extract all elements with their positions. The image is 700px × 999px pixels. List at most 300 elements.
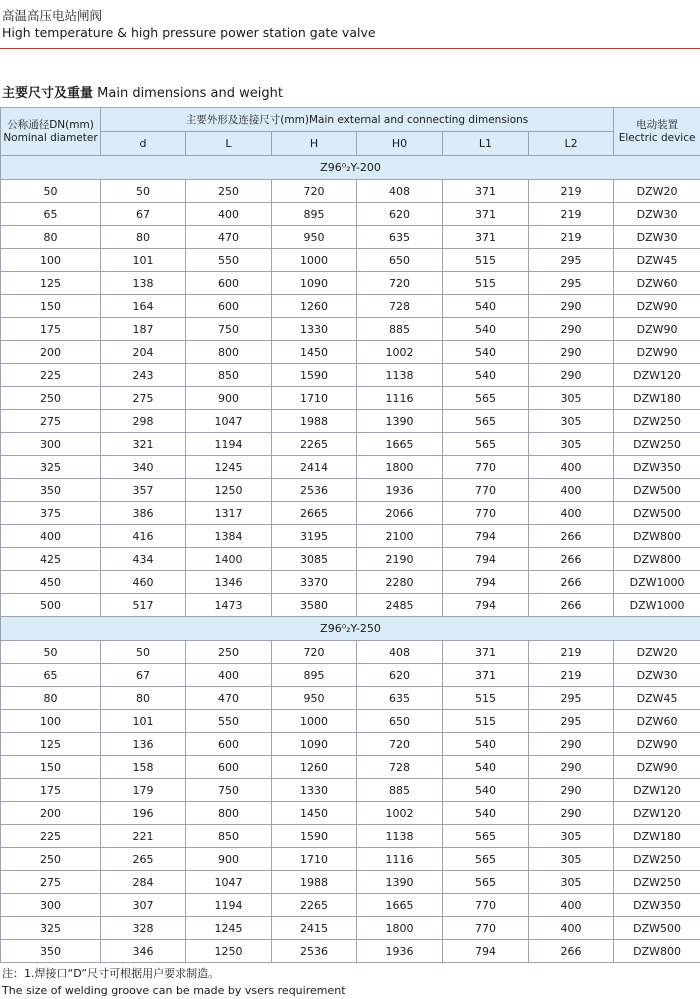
l1-cell: 515 [443, 710, 529, 733]
nominal-diameter-cell: 350 [1, 940, 101, 963]
l-cell: 1473 [186, 594, 272, 617]
nominal-diameter-cell: 375 [1, 502, 101, 525]
electric-device-cell: DZW350 [614, 894, 700, 917]
nominal-diameter-cell: 200 [1, 341, 101, 364]
h0-cell: 1665 [357, 894, 443, 917]
main-dimensions-header: 主要外形及连接尺寸(mm)Main external and connecting dimensions [101, 108, 614, 132]
table-row [1, 594, 700, 617]
electric-device-cell: DZW250 [614, 871, 700, 894]
l2-cell: 219 [529, 226, 614, 249]
h-cell: 720 [272, 641, 357, 664]
table-row [1, 664, 700, 687]
nominal-diameter-cell: 250 [1, 848, 101, 871]
l1-cell: 515 [443, 687, 529, 710]
table-row [1, 272, 700, 295]
l2-cell: 266 [529, 571, 614, 594]
h-cell: 1330 [272, 318, 357, 341]
column-header-d: d [101, 132, 186, 156]
h0-cell: 2190 [357, 548, 443, 571]
h0-cell: 1665 [357, 433, 443, 456]
h-cell: 895 [272, 203, 357, 226]
l1-cell: 565 [443, 825, 529, 848]
l-cell: 600 [186, 733, 272, 756]
electric-device-cell: DZW90 [614, 341, 700, 364]
l1-cell: 565 [443, 871, 529, 894]
h0-cell: 1936 [357, 479, 443, 502]
d-cell: 50 [101, 641, 186, 664]
nominal-diameter-cell: 80 [1, 687, 101, 710]
l1-cell: 770 [443, 917, 529, 940]
nominal-diameter-cell: 125 [1, 272, 101, 295]
l2-cell: 290 [529, 364, 614, 387]
table-row [1, 917, 700, 940]
table-row [1, 756, 700, 779]
electric-device-cell: DZW60 [614, 710, 700, 733]
d-cell: 386 [101, 502, 186, 525]
l1-cell: 515 [443, 249, 529, 272]
h0-cell: 650 [357, 249, 443, 272]
h-cell: 1090 [272, 733, 357, 756]
table-row [1, 710, 700, 733]
h-cell: 3195 [272, 525, 357, 548]
column-header-l2: L2 [529, 132, 614, 156]
table-row [1, 687, 700, 710]
electric-device-cell: DZW20 [614, 180, 700, 203]
h-cell: 3580 [272, 594, 357, 617]
electric-device-cell: DZW800 [614, 525, 700, 548]
h0-cell: 1002 [357, 802, 443, 825]
h-cell: 2665 [272, 502, 357, 525]
electric-device-cell: DZW500 [614, 502, 700, 525]
d-cell: 298 [101, 410, 186, 433]
l-cell: 400 [186, 203, 272, 226]
electric-device-header [614, 108, 700, 156]
l2-cell: 219 [529, 664, 614, 687]
d-cell: 50 [101, 180, 186, 203]
note-cn: 注：1.焊接口“D”尺寸可根据用户要求制造。 [2, 965, 346, 982]
l1-cell: 371 [443, 664, 529, 687]
h0-cell: 620 [357, 664, 443, 687]
h0-cell: 1138 [357, 364, 443, 387]
electric-device-cell: DZW250 [614, 433, 700, 456]
nominal-diameter-cell: 500 [1, 594, 101, 617]
h0-cell: 408 [357, 641, 443, 664]
l-cell: 1194 [186, 894, 272, 917]
table-row [1, 548, 700, 571]
l2-cell: 305 [529, 871, 614, 894]
d-cell: 221 [101, 825, 186, 848]
d-cell: 275 [101, 387, 186, 410]
table-row [1, 848, 700, 871]
h-cell: 1988 [272, 871, 357, 894]
l-cell: 800 [186, 341, 272, 364]
nominal-diameter-cell: 300 [1, 433, 101, 456]
table-row [1, 180, 700, 203]
l-cell: 1245 [186, 917, 272, 940]
nominal-diameter-cell: 80 [1, 226, 101, 249]
h0-cell: 885 [357, 318, 443, 341]
table-row [1, 410, 700, 433]
nominal-diameter-cell: 125 [1, 733, 101, 756]
l2-cell: 305 [529, 433, 614, 456]
table-row [1, 779, 700, 802]
nominal-diameter-cell: 400 [1, 525, 101, 548]
nominal-diameter-cell: 175 [1, 318, 101, 341]
h0-cell: 728 [357, 295, 443, 318]
nominal-diameter-cell: 100 [1, 710, 101, 733]
electric-device-cell: DZW250 [614, 410, 700, 433]
nominal-diameter-cell: 225 [1, 364, 101, 387]
l1-cell: 540 [443, 756, 529, 779]
h-cell: 1450 [272, 802, 357, 825]
l-cell: 600 [186, 756, 272, 779]
d-cell: 101 [101, 710, 186, 733]
electric-device-cell: DZW20 [614, 641, 700, 664]
nominal-diameter-cell: 225 [1, 825, 101, 848]
table-row [1, 479, 700, 502]
h0-cell: 1138 [357, 825, 443, 848]
electric-device-cell: DZW800 [614, 548, 700, 571]
l2-cell: 266 [529, 548, 614, 571]
table-row [1, 203, 700, 226]
electric-device-header-en: Electric device [614, 132, 700, 145]
h0-cell: 1116 [357, 848, 443, 871]
table-row [1, 456, 700, 479]
d-cell: 164 [101, 295, 186, 318]
l1-cell: 770 [443, 456, 529, 479]
nominal-diameter-cell: 250 [1, 387, 101, 410]
l-cell: 600 [186, 272, 272, 295]
electric-device-cell: DZW45 [614, 687, 700, 710]
h-cell: 1000 [272, 249, 357, 272]
h-cell: 2415 [272, 917, 357, 940]
table-row [1, 641, 700, 664]
l1-cell: 540 [443, 802, 529, 825]
d-cell: 101 [101, 249, 186, 272]
l2-cell: 219 [529, 203, 614, 226]
h-cell: 1988 [272, 410, 357, 433]
column-header-l1: L1 [443, 132, 529, 156]
l-cell: 250 [186, 641, 272, 664]
l1-cell: 371 [443, 641, 529, 664]
dimensions-table-body [1, 156, 700, 963]
l2-cell: 400 [529, 502, 614, 525]
electric-device-cell: DZW1000 [614, 594, 700, 617]
notes [2, 965, 346, 999]
nominal-diameter-cell: 275 [1, 410, 101, 433]
nominal-diameter-cell: 65 [1, 664, 101, 687]
l-cell: 750 [186, 318, 272, 341]
h-cell: 1260 [272, 295, 357, 318]
electric-device-cell: DZW30 [614, 226, 700, 249]
l-cell: 900 [186, 387, 272, 410]
d-cell: 416 [101, 525, 186, 548]
h-cell: 950 [272, 226, 357, 249]
l-cell: 1384 [186, 525, 272, 548]
l-cell: 470 [186, 687, 272, 710]
l2-cell: 400 [529, 917, 614, 940]
l-cell: 400 [186, 664, 272, 687]
h0-cell: 1116 [357, 387, 443, 410]
l1-cell: 794 [443, 940, 529, 963]
l1-cell: 794 [443, 571, 529, 594]
h-cell: 1590 [272, 825, 357, 848]
l2-cell: 266 [529, 940, 614, 963]
d-cell: 307 [101, 894, 186, 917]
l1-cell: 565 [443, 410, 529, 433]
electric-device-header-cn: 电动装置 [614, 119, 700, 132]
h0-cell: 408 [357, 180, 443, 203]
nominal-diameter-cell: 425 [1, 548, 101, 571]
electric-device-cell: DZW180 [614, 825, 700, 848]
d-cell: 204 [101, 341, 186, 364]
column-header-l: L [186, 132, 272, 156]
d-cell: 357 [101, 479, 186, 502]
nominal-diameter-cell: 50 [1, 180, 101, 203]
l1-cell: 540 [443, 341, 529, 364]
l2-cell: 219 [529, 180, 614, 203]
l2-cell: 400 [529, 456, 614, 479]
d-cell: 284 [101, 871, 186, 894]
nominal-diameter-cell: 300 [1, 894, 101, 917]
d-cell: 328 [101, 917, 186, 940]
table-row [1, 894, 700, 917]
nominal-diameter-cell: 150 [1, 756, 101, 779]
h-cell: 1710 [272, 848, 357, 871]
electric-device-cell: DZW120 [614, 779, 700, 802]
d-cell: 179 [101, 779, 186, 802]
column-header-h: H [272, 132, 357, 156]
h0-cell: 1002 [357, 341, 443, 364]
d-cell: 80 [101, 687, 186, 710]
l2-cell: 305 [529, 825, 614, 848]
l-cell: 1047 [186, 871, 272, 894]
electric-device-cell: DZW500 [614, 479, 700, 502]
l-cell: 800 [186, 802, 272, 825]
table-row [1, 871, 700, 894]
electric-device-cell: DZW30 [614, 664, 700, 687]
nominal-diameter-cell: 450 [1, 571, 101, 594]
electric-device-cell: DZW60 [614, 272, 700, 295]
electric-device-cell: DZW800 [614, 940, 700, 963]
l1-cell: 540 [443, 364, 529, 387]
h0-cell: 650 [357, 710, 443, 733]
l-cell: 750 [186, 779, 272, 802]
l1-cell: 565 [443, 433, 529, 456]
h-cell: 2414 [272, 456, 357, 479]
h0-cell: 635 [357, 226, 443, 249]
d-cell: 158 [101, 756, 186, 779]
electric-device-cell: DZW120 [614, 364, 700, 387]
l2-cell: 400 [529, 479, 614, 502]
electric-device-cell: DZW90 [614, 318, 700, 341]
note-en: The size of welding groove can be made by vsers requirement [2, 982, 346, 999]
l1-cell: 794 [443, 594, 529, 617]
electric-device-cell: DZW90 [614, 295, 700, 318]
d-cell: 321 [101, 433, 186, 456]
h-cell: 3370 [272, 571, 357, 594]
h0-cell: 728 [357, 756, 443, 779]
page-title-en: High temperature & high pressure power station gate valve [2, 25, 376, 40]
l-cell: 1194 [186, 433, 272, 456]
nominal-diameter-cell: 275 [1, 871, 101, 894]
dimensions-table [0, 107, 700, 963]
table-row [1, 364, 700, 387]
h-cell: 950 [272, 687, 357, 710]
l-cell: 1245 [186, 456, 272, 479]
electric-device-cell: DZW45 [614, 249, 700, 272]
h-cell: 2536 [272, 479, 357, 502]
electric-device-cell: DZW120 [614, 802, 700, 825]
h-cell: 1450 [272, 341, 357, 364]
l1-cell: 540 [443, 318, 529, 341]
nominal-diameter-cell: 200 [1, 802, 101, 825]
h-cell: 2265 [272, 433, 357, 456]
d-cell: 460 [101, 571, 186, 594]
l1-cell: 770 [443, 479, 529, 502]
l2-cell: 305 [529, 410, 614, 433]
nominal-diameter-cell: 325 [1, 917, 101, 940]
table-row [1, 341, 700, 364]
l1-cell: 540 [443, 779, 529, 802]
l-cell: 1047 [186, 410, 272, 433]
l1-cell: 565 [443, 387, 529, 410]
h0-cell: 720 [357, 733, 443, 756]
l1-cell: 515 [443, 272, 529, 295]
electric-device-cell: DZW30 [614, 203, 700, 226]
h-cell: 1000 [272, 710, 357, 733]
d-cell: 265 [101, 848, 186, 871]
table-row [1, 940, 700, 963]
l2-cell: 295 [529, 272, 614, 295]
l-cell: 470 [186, 226, 272, 249]
l1-cell: 371 [443, 226, 529, 249]
h-cell: 3085 [272, 548, 357, 571]
h-cell: 1590 [272, 364, 357, 387]
nominal-diameter-cell: 150 [1, 295, 101, 318]
l1-cell: 770 [443, 502, 529, 525]
h0-cell: 1800 [357, 456, 443, 479]
table-row [1, 387, 700, 410]
table-row [1, 525, 700, 548]
l2-cell: 266 [529, 525, 614, 548]
h-cell: 1710 [272, 387, 357, 410]
l-cell: 1250 [186, 940, 272, 963]
l1-cell: 794 [443, 525, 529, 548]
electric-device-cell: DZW180 [614, 387, 700, 410]
l2-cell: 295 [529, 710, 614, 733]
nominal-diameter-cell: 325 [1, 456, 101, 479]
l-cell: 250 [186, 180, 272, 203]
section-heading [2, 82, 283, 101]
nominal-diameter-header-cn: 公称通径DN(mm) [1, 119, 100, 132]
l-cell: 850 [186, 364, 272, 387]
h0-cell: 2485 [357, 594, 443, 617]
h-cell: 895 [272, 664, 357, 687]
h0-cell: 1936 [357, 940, 443, 963]
nominal-diameter-cell: 100 [1, 249, 101, 272]
h0-cell: 1390 [357, 871, 443, 894]
l2-cell: 290 [529, 295, 614, 318]
h0-cell: 1390 [357, 410, 443, 433]
d-cell: 138 [101, 272, 186, 295]
d-cell: 67 [101, 203, 186, 226]
l2-cell: 290 [529, 802, 614, 825]
table-row [1, 571, 700, 594]
model-group-row [1, 156, 700, 180]
l-cell: 850 [186, 825, 272, 848]
nominal-diameter-cell: 350 [1, 479, 101, 502]
l1-cell: 540 [443, 295, 529, 318]
h0-cell: 885 [357, 779, 443, 802]
l1-cell: 794 [443, 548, 529, 571]
l1-cell: 540 [443, 733, 529, 756]
l1-cell: 565 [443, 848, 529, 871]
h-cell: 1330 [272, 779, 357, 802]
l2-cell: 266 [529, 594, 614, 617]
d-cell: 340 [101, 456, 186, 479]
d-cell: 517 [101, 594, 186, 617]
d-cell: 346 [101, 940, 186, 963]
d-cell: 136 [101, 733, 186, 756]
model-label: Z96⁰₂Y-200 [1, 156, 700, 180]
d-cell: 187 [101, 318, 186, 341]
table-row [1, 433, 700, 456]
table-row [1, 318, 700, 341]
d-cell: 196 [101, 802, 186, 825]
l2-cell: 400 [529, 894, 614, 917]
electric-device-cell: DZW250 [614, 848, 700, 871]
column-header-h0: H0 [357, 132, 443, 156]
h-cell: 1090 [272, 272, 357, 295]
l2-cell: 290 [529, 756, 614, 779]
table-row [1, 249, 700, 272]
model-label: Z96⁰₂Y-250 [1, 617, 700, 641]
h0-cell: 2100 [357, 525, 443, 548]
h0-cell: 720 [357, 272, 443, 295]
h-cell: 720 [272, 180, 357, 203]
l2-cell: 290 [529, 341, 614, 364]
l2-cell: 219 [529, 641, 614, 664]
table-row [1, 502, 700, 525]
l1-cell: 371 [443, 180, 529, 203]
h-cell: 2265 [272, 894, 357, 917]
table-row [1, 295, 700, 318]
h-cell: 1260 [272, 756, 357, 779]
d-cell: 243 [101, 364, 186, 387]
d-cell: 434 [101, 548, 186, 571]
electric-device-cell: DZW500 [614, 917, 700, 940]
h0-cell: 2066 [357, 502, 443, 525]
h0-cell: 1800 [357, 917, 443, 940]
l1-cell: 371 [443, 203, 529, 226]
l2-cell: 305 [529, 387, 614, 410]
nominal-diameter-header [1, 108, 101, 156]
l-cell: 600 [186, 295, 272, 318]
l-cell: 1400 [186, 548, 272, 571]
section-heading-cn: 主要尺寸及重量 [2, 86, 93, 101]
d-cell: 67 [101, 664, 186, 687]
h0-cell: 620 [357, 203, 443, 226]
section-heading-en: Main dimensions and weight [93, 86, 283, 101]
table-row [1, 825, 700, 848]
l-cell: 1317 [186, 502, 272, 525]
electric-device-cell: DZW1000 [614, 571, 700, 594]
h0-cell: 635 [357, 687, 443, 710]
title-divider [0, 48, 700, 49]
l2-cell: 295 [529, 687, 614, 710]
page-title-cn: 高温高压电站闸阀 [2, 6, 102, 24]
